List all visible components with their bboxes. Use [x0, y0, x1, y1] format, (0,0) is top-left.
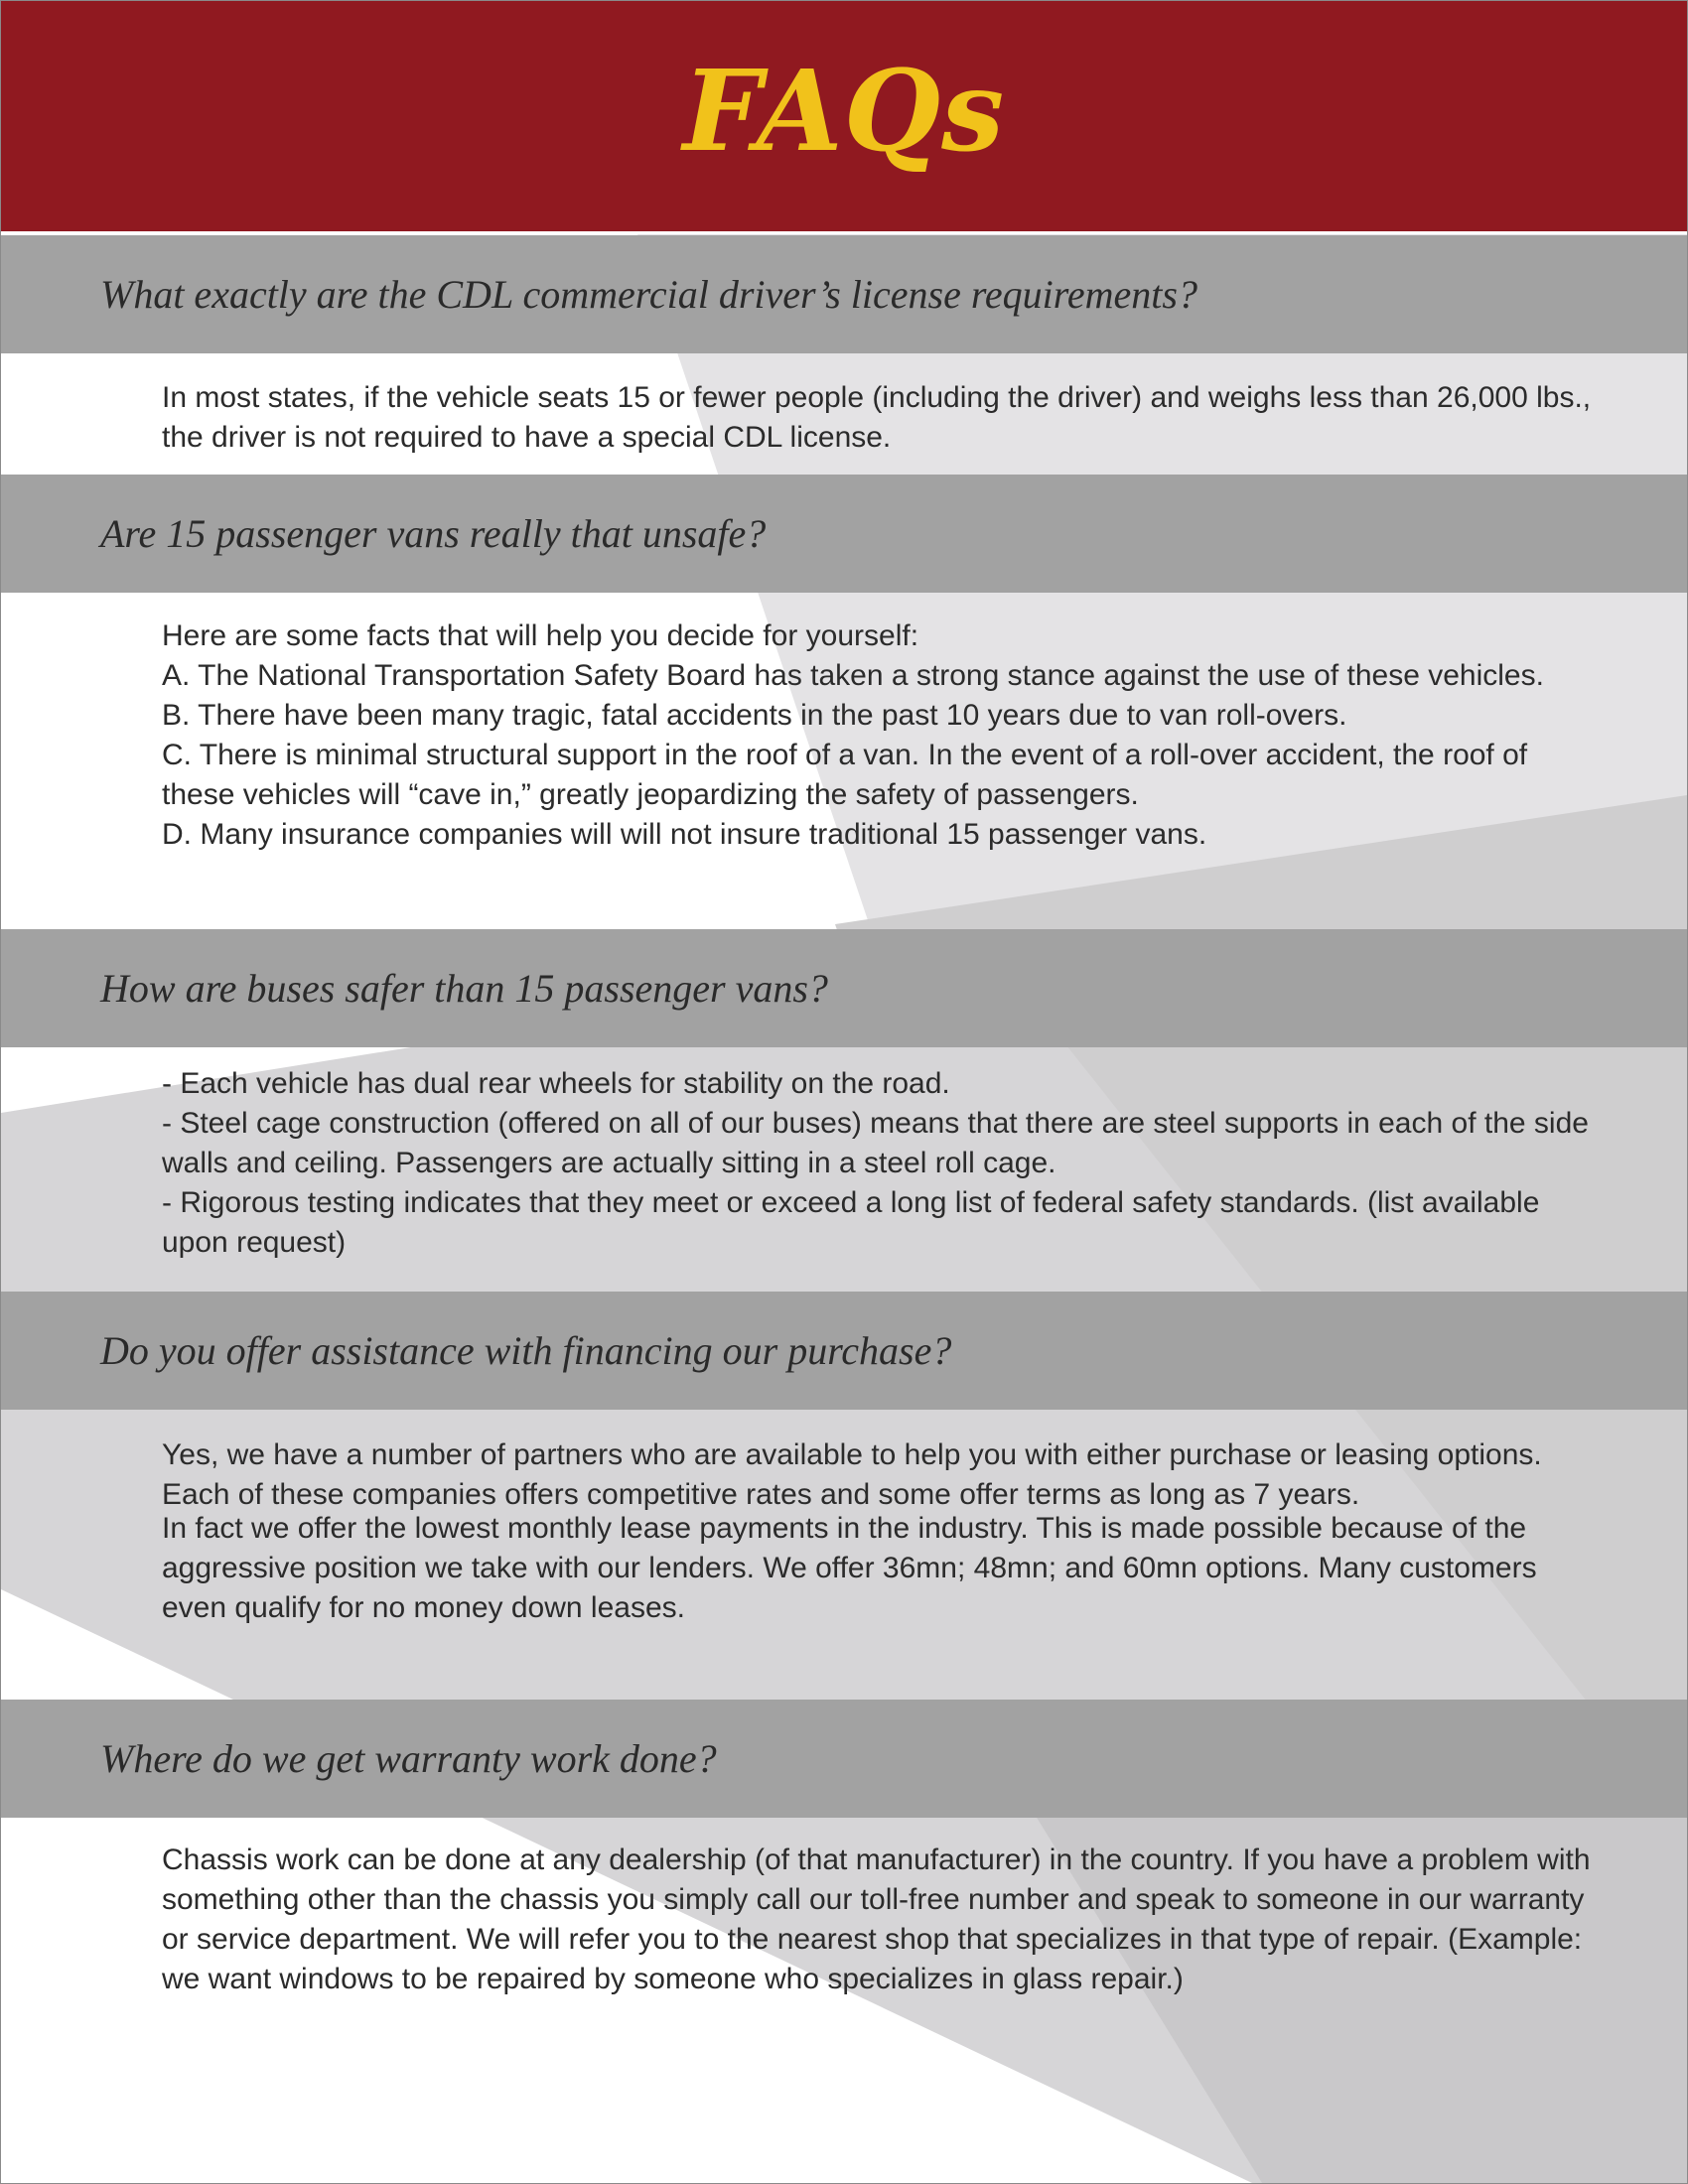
- question-text: What exactly are the CDL commercial driver’s license requirements?: [100, 272, 1197, 317]
- question-text: Are 15 passenger vans really that unsafe?: [100, 511, 767, 556]
- question-bar-bus-safety: [1, 929, 1687, 1047]
- answer-paragraph: In fact we offer the lowest monthly lease payments in the industry. This is made possible because of the aggressive position we take with our lenders. We offer 36mn; 48mn; and 60mn options. Many customers even qualify for no money down leases.: [162, 1512, 1537, 1624]
- answer-point: - Each vehicle has dual rear wheels for stability on the road.: [162, 1067, 950, 1100]
- answer-point: - Rigorous testing indicates that they meet or exceed a long list of federal safety standards. (list available upon request): [162, 1186, 1540, 1259]
- answer-paragraph: In most states, if the vehicle seats 15 or fewer people (including the driver) and weighs less than 26,000 lbs., the driver is not required to have a special CDL license.: [162, 381, 1592, 454]
- question-text: How are buses safer than 15 passenger vans?: [100, 966, 828, 1011]
- question-bar-van-safety: [1, 475, 1687, 593]
- answer-financing: [162, 1435, 1592, 1628]
- question-bar-warranty: [1, 1700, 1687, 1818]
- page-title: FAQs: [682, 46, 1006, 177]
- question-text: Do you offer assistance with financing our purchase?: [100, 1328, 952, 1373]
- answer-bus-safety: [162, 1064, 1592, 1263]
- answer-intro: Here are some facts that will help you decide for yourself:: [162, 619, 919, 652]
- answer-point-c: C. There is minimal structural support in the roof of a van. In the event of a roll-over accident, the roof of these vehicles will “cave in,” greatly jeopardizing the safety of passengers.: [162, 739, 1528, 811]
- answer-paragraph: Yes, we have a number of partners who are available to help you with either purchase or leasing options. Each of these companies offers competitive rates and some offer terms as long as 7 years.: [162, 1438, 1542, 1511]
- answer-point-b: B. There have been many tragic, fatal accidents in the past 10 years due to van roll-overs.: [162, 699, 1347, 732]
- answer-van-safety: [162, 616, 1592, 855]
- answer-warranty: [162, 1841, 1592, 1999]
- answer-point-a: A. The National Transportation Safety Board has taken a strong stance against the use of these vehicles.: [162, 659, 1544, 692]
- answer-paragraph: Chassis work can be done at any dealership (of that manufacturer) in the country. If you have a problem with something other than the chassis you simply call our toll-free number and speak to someone in our warranty or service department. We will refer you to the nearest shop that specializes in that type of repair. (Example: we want windows to be repaired by someone who specializes in glass repair.): [162, 1843, 1591, 1995]
- faq-header: [1, 1, 1687, 234]
- answer-point: - Steel cage construction (offered on all of our buses) means that there are steel supports in each of the side walls and ceiling. Passengers are actually sitting in a steel roll cage.: [162, 1107, 1589, 1179]
- answer-point-d: D. Many insurance companies will will not insure traditional 15 passenger vans.: [162, 818, 1207, 851]
- answer-cdl: [162, 378, 1592, 458]
- question-bar-financing: [1, 1292, 1687, 1410]
- question-bar-cdl: [1, 235, 1687, 353]
- question-text: Where do we get warranty work done?: [100, 1736, 717, 1781]
